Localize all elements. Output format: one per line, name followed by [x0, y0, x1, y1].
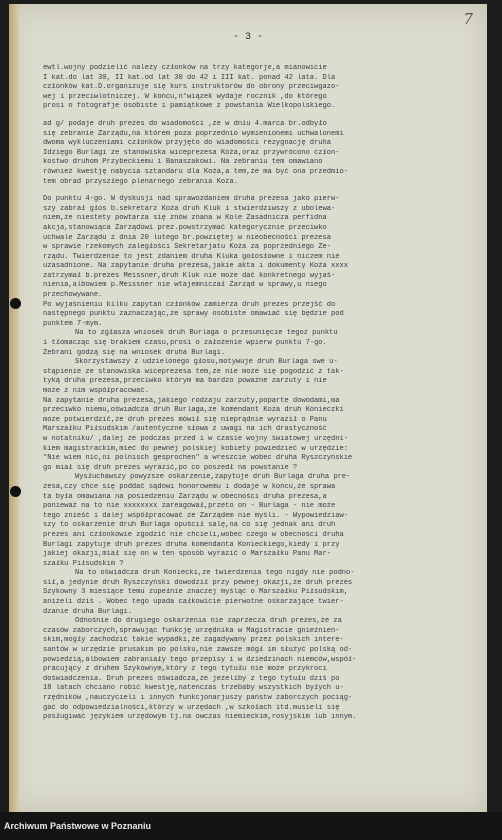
text-line: w notatniku/ ,dalej że podczas przed i w czasie wojny światowej urzędni-	[43, 434, 348, 443]
text-line: go miał się druh prezes wyrazić,po co poszedł na powstanie ?	[43, 463, 298, 472]
text-line: wej i przeciwlotniczej. W końcu,n°wiązek wydaje rocznik ,do którego	[43, 92, 327, 101]
text-line: sił,a jedynie druh Ryszczyński dowodził przy pewnej okazji,że druh prezes	[43, 578, 353, 587]
text-line: gać do odpowiedzialności,którzy w urzędach ,w szkołach itd.musieli się	[43, 703, 340, 712]
text-line: czasów zaborczych,sprawując funkcję urzędnika w Magistracie gnieźnień-	[43, 626, 340, 635]
text-line: 18 latach chciano robić kwestję,natenczas trzebaby wszystkich byłych u-	[43, 684, 344, 693]
text-line: zatrzymał b.prezes Meissner,druh Kluk nie może dać konkretnego wyjaś-	[43, 271, 336, 280]
text-line: rzędników ,nauczycieli i innych funkcjonarjuszy państw zaborczych pociąg-	[43, 694, 353, 702]
text-line: niem,że niestety powtarza się znów znana w Kole Zasadnicza perfidna	[43, 214, 327, 223]
text-line: się zebranie Zarządu,na którem poza poprzednio wymienionemi uchwalonemi	[43, 129, 344, 138]
text-line: Skorzystawszy z udzielonego głosu,motywuje druh Burlaga swe u-	[75, 358, 338, 367]
text-line: Burlagi zapytuje druh prezes druha komendanta Konieckiego,kiedy i przy	[43, 540, 340, 549]
text-line: kiem magistrackim,mieć do pewnej polskiej kobiety powiedzieć w urzędzie:	[43, 444, 348, 453]
text-line: przechowywane.	[43, 291, 103, 300]
text-line: ewtl.wojny podzielić należy członków na trzy kategorje,a mianowicie	[43, 64, 327, 72]
text-line: Idzięgo Burlagi ze stanowiska wiceprezesa Koźa,oraz przywrócono człon-	[43, 148, 340, 157]
text-line: ta była omawiana na posiedzeniu Zarządu w obecności druha prezesa,a	[43, 492, 327, 501]
text-line: Szykowny 3 miesiące temu zupełnie znaczej myśląc o Marszałku Piłsudskim,	[43, 588, 348, 597]
text-line: może potwierdzić,że druh prezes mówił się nieprądnie wyraził o Panu	[43, 415, 327, 424]
document-page	[9, 4, 487, 812]
punch-hole-lower	[10, 486, 21, 497]
text-line: prezes ani członkowie zgodzić nie chcieli,wobec czego w obecności druha	[43, 530, 344, 539]
text-line: Na to oświadcza druh Koniecki,że twierdzenia tego nigdy nie podno-	[75, 569, 355, 578]
text-line: i tłomacząc się brakiem czasu,prosi o założenie wpierw punktu 7-go.	[43, 339, 327, 348]
text-line: może z nim współpracować.	[43, 387, 149, 395]
text-line: nienia,albowiem p.Meissner nie wtajemniczał Zarząd w sprawy,u niego	[43, 281, 327, 290]
text-line: uchwale Zarządu z dnia 20 lutego br.powziętej w nieobecności prezesa	[43, 233, 331, 242]
binding-strip	[9, 4, 19, 812]
text-line: kostwo druhom Przybeckiemu i Banaszakowi. Na zebraniu tem omawiano	[43, 158, 323, 167]
text-line: również kwestję nabycia sztandaru dla Koźa,a tem,że ma być ona przedmio-	[43, 167, 348, 176]
text-line: następnego punktu zaznaczając,że sprawy osobiste omawiać się będzie pod	[43, 310, 344, 319]
document-body	[43, 64, 477, 723]
text-line: członków kat.D.organizuje się kurs instruktorów do obrony przeciwgazo-	[43, 83, 340, 92]
text-line: ponieważ na to nie xxxxxxxx zareagował,przeto on - Burlaga - nie może	[43, 502, 336, 511]
text-line: szy zabrał głos b.sekretarz Koźa druh Kluk i stwierdziwszy z ubolewa-	[43, 204, 336, 213]
text-line: dzanie druha Burlagi.	[43, 607, 132, 616]
text-line: tem obrad przyszłego plenarnego zebrania Koźa.	[43, 177, 238, 186]
text-line: Wysłuchawszy powyższe oskarżenie,zapytuje druh Burlaga druha pre-	[75, 473, 351, 482]
handwritten-corner-mark: 7	[463, 10, 473, 28]
archive-footer: Archiwum Państwowe w Poznaniu	[0, 812, 502, 840]
text-line: szy to oskarżenie druh Burlaga opuścił salę,na co się jednak ani druh	[43, 521, 336, 530]
text-line: szałku Piłsudskim ?	[43, 559, 124, 568]
text-line: Po wyjaśnieniu kilku zapytań członków zamierza druh prezes przejść do	[43, 300, 336, 309]
text-line: punktem 7-mym.	[43, 319, 103, 328]
text-line: jakiej okazji,miał się on w ten sposób wyrazić o Marszałku Panu Mar-	[43, 550, 331, 559]
text-line: pracujący z druhem Szykownym,który z tego tytułu nie może przykroci	[43, 665, 327, 674]
text-line: akcja,stanowiąca Zarządowi prez.powstrzymać kategorycznie przeciwko	[43, 223, 327, 232]
text-line: Na zapytanie druha prezesa,jakiego rodzaju zarzuty,poparte dowodami,ma	[43, 396, 340, 405]
text-line: w sprawie rzekomych zaległości Sekretarjatu Koźa za poprzedniego Ze-	[43, 243, 331, 252]
text-line: aniżeli dziś . Wobec tego upada całkowicie pierwotne oskarżające twier-	[43, 598, 344, 607]
text-line: Zebrani godzą się na wniosek druha Burlagi.	[43, 348, 226, 357]
text-line: tyką druha prezesa,przeciwko którym ma bardzo poważne zarzuty i nie	[43, 377, 327, 386]
text-line: tego znieść i dalej współpracować ze Zarządem nie myśli. - Wypowiedziaw-	[43, 511, 348, 520]
text-line: uzasadnione. Na zapytanie druha prezesa,jakie akta i dokumenty Koźa xxxx	[43, 262, 348, 271]
text-line: I kat.do lat 30, II kat.od lat 30 do 42 i III kat. ponad 42 lata. Dla	[43, 73, 336, 82]
text-line: Do punktu 4-go. W dyskusji nad sprawozdaniem druha prezesa jako pierw-	[43, 195, 340, 204]
text-line: skim,mogły zachodzić takie wypadki,że zagadywany przez polskich intere-	[43, 636, 344, 645]
text-line: stąpienie ze stanowiska wiceprezesa tem,że nie może się pogodzić z tak-	[43, 367, 344, 376]
text-line: ad g/ podaje druh prezes do wiadomości ,że w dniu 4.marca br.odbyło	[43, 119, 327, 128]
text-line: santów w urzędzie prusakim po polsku,nie zawsze mógł im służyć polską od-	[43, 646, 353, 655]
text-line: rządu. Twierdzenie to jest zdaniem druha Kluka gołosłowne i niczem nie	[43, 252, 340, 261]
text-line: dwoma wykluczeniami członków przyjęto do wiadomości rezygnację druha	[43, 139, 331, 148]
text-line: przeciwko niemu,oświadcza druh Burlaga,że komendant Koźa druh Konieczki	[43, 406, 344, 415]
text-line: Marszałku Piłsudskim /autentyczne słowa z uwagi na ich drastyczność	[43, 425, 327, 434]
page-number: - 3 -	[232, 32, 263, 43]
text-line: zesa,czy chce się poddać sądowi honorowemu i dodaje w końcu,że sprawa	[43, 482, 336, 491]
text-line: Na to zgłasza wniosek druh Burlaga o przesunięcie tegoż punktu	[75, 329, 338, 338]
text-line: doświadczenia. Druh prezes oświadcza,że jeżeliby z tego tytułu dziś po	[43, 674, 340, 683]
text-line: Odnośnie do drugiego oskarżenia nie zaprzecza druh prezes,że za	[75, 617, 342, 626]
text-line: posługiwać językiem urzędowym tj.na owczas niemieckim,rosyjskim lub innym.	[43, 713, 357, 722]
text-line: prosi o fotografje osobiste i pamiątkowe z powstania Wielkopolskiego.	[43, 102, 336, 111]
text-line: powiedzią,albowiem zabraniały tego przepisy i w dziedzinach niemców,współ-	[43, 655, 357, 664]
text-line: "Nie wiem nic,ni polnisch gesprochen" a wreszcie wobec druha Ryszczyńskie	[43, 454, 353, 463]
punch-hole-upper	[10, 298, 21, 309]
